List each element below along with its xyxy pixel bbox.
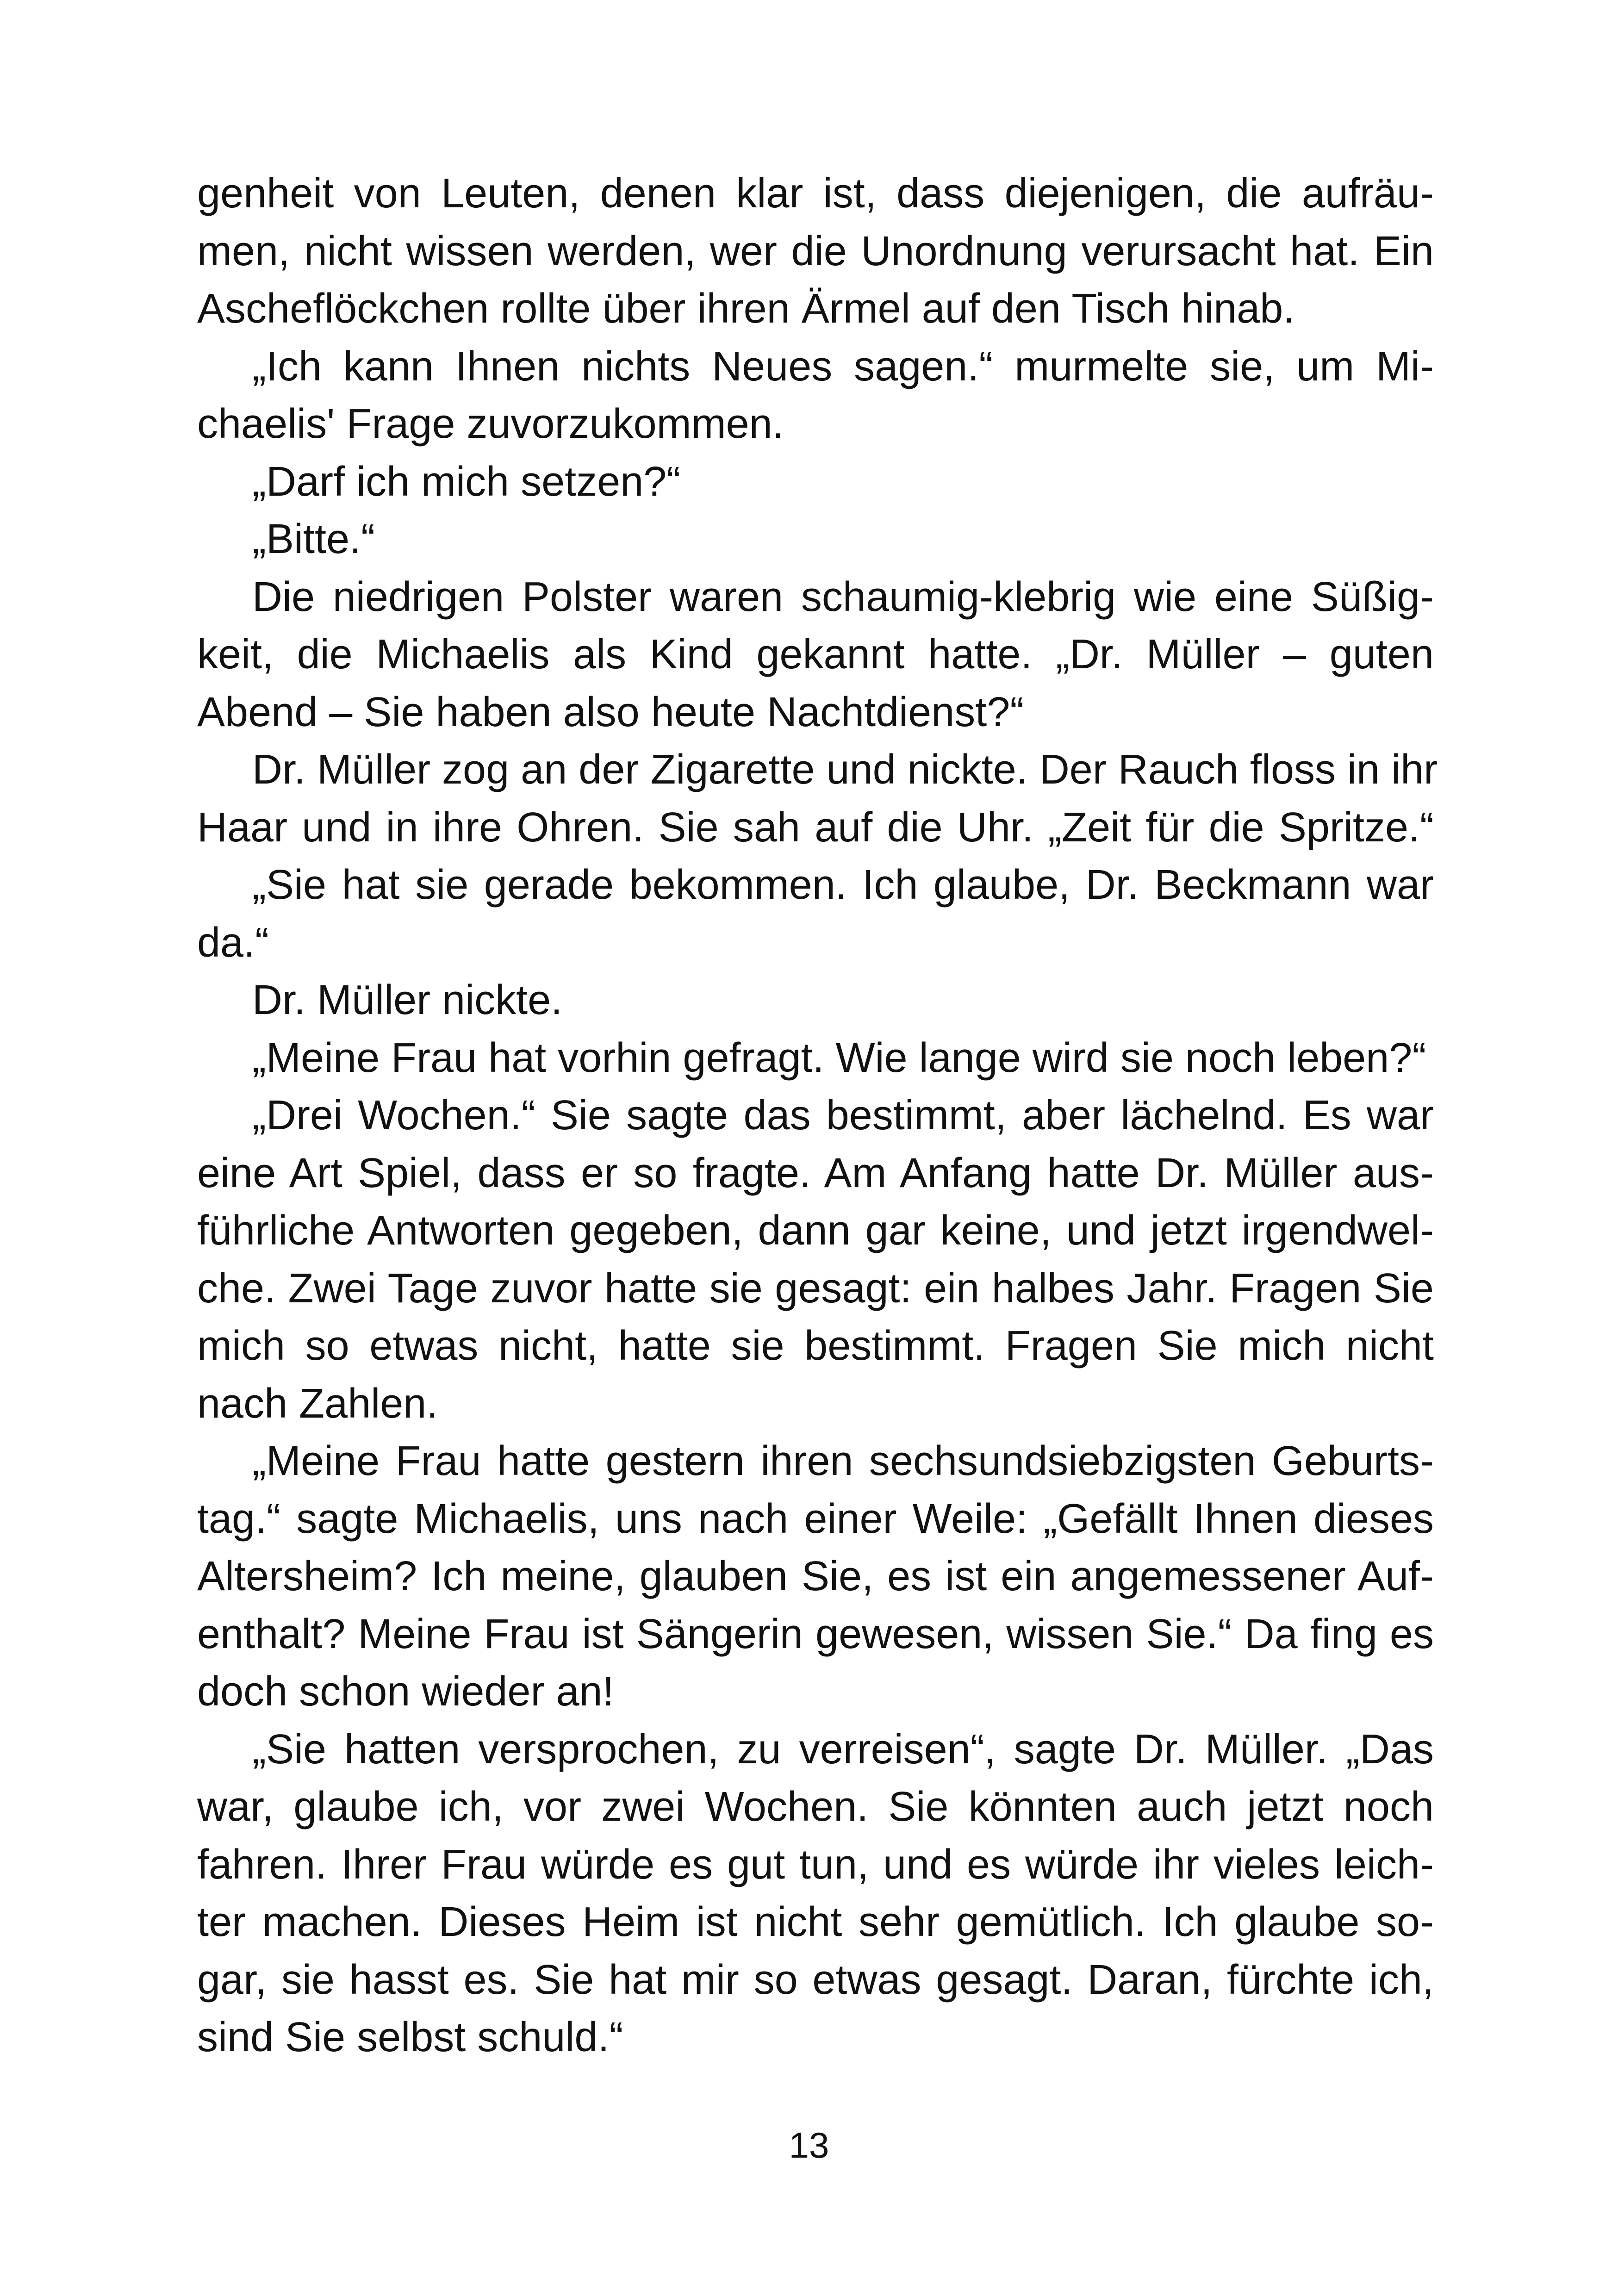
text-line: mich so etwas nicht, hatte sie bestimmt. Fragen Sie mich nicht	[197, 1323, 1434, 1369]
text-line: genheit von Leuten, denen klar ist, dass diejenigen, die aufräu-	[197, 170, 1434, 217]
page-number: 13	[789, 2125, 829, 2165]
text-line: ter machen. Dieses Heim ist nicht sehr gemütlich. Ich glaube so-	[197, 1899, 1434, 1945]
text-line: che. Zwei Tage zuvor hatte sie gesagt: ein halbes Jahr. Fragen Sie	[197, 1265, 1434, 1312]
text-line: „Meine Frau hatte gestern ihren sechsundsiebzigsten Geburts-	[252, 1438, 1434, 1484]
text-line: Haar und in ihre Ohren. Sie sah auf die Uhr. „Zeit für die Spritze.“	[197, 804, 1434, 851]
text-line: war, glaube ich, vor zwei Wochen. Sie könnten auch jetzt noch	[197, 1784, 1434, 1830]
text-line: Abend – Sie haben also heute Nachtdienst?“	[197, 689, 1024, 735]
text-line: „Darf ich mich setzen?“	[252, 458, 681, 505]
text-line: doch schon wieder an!	[197, 1668, 614, 1715]
text-line: „Drei Wochen.“ Sie sagte das bestimmt, aber lächelnd. Es war	[252, 1092, 1434, 1139]
text-line: tag.“ sagte Michaelis, uns nach einer Weile: „Gefällt Ihnen dieses	[197, 1495, 1434, 1542]
body-text	[197, 165, 1438, 2066]
text-line: sind Sie selbst schuld.“	[197, 2014, 623, 2060]
text-line: eine Art Spiel, dass er so fragte. Am Anfang hatte Dr. Müller aus-	[197, 1150, 1434, 1196]
text-line: chaelis' Frage zuvorzukommen.	[197, 401, 784, 447]
text-line: „Sie hat sie gerade bekommen. Ich glaube, Dr. Beckmann war	[252, 862, 1434, 908]
text-line: keit, die Michaelis als Kind gekannt hatte. „Dr. Müller – guten	[197, 631, 1434, 678]
text-line: da.“	[197, 919, 269, 966]
text-line: Dr. Müller zog an der Zigarette und nickte. Der Rauch floss in ihr	[252, 747, 1438, 793]
text-line: gar, sie hasst es. Sie hat mir so etwas gesagt. Daran, fürchte ich,	[197, 1956, 1434, 2003]
text-line: men, nicht wissen werden, wer die Unordnung verursacht hat. Ein	[197, 228, 1434, 274]
text-line: Altersheim? Ich meine, glauben Sie, es ist ein angemessener Auf-	[197, 1553, 1434, 1599]
text-line: Dr. Müller nickte.	[252, 977, 563, 1023]
text-line: Ascheflöckchen rollte über ihren Ärmel auf den Tisch hinab.	[197, 286, 1295, 332]
text-line: „Ich kann Ihnen nichts Neues sagen.“ murmelte sie, um Mi-	[252, 343, 1434, 390]
text-line: nach Zahlen.	[197, 1380, 438, 1427]
text-line: Die niedrigen Polster waren schaumig-klebrig wie eine Süßig-	[252, 573, 1434, 620]
text-line: fahren. Ihrer Frau würde es gut tun, und es würde ihr vieles leich-	[197, 1841, 1434, 1888]
text-line: „Sie hatten versprochen, zu verreisen“, sagte Dr. Müller. „Das	[252, 1726, 1434, 1773]
text-line: „Meine Frau hat vorhin gefragt. Wie lange wird sie noch leben?“	[252, 1034, 1426, 1081]
text-line: führliche Antworten gegeben, dann gar keine, und jetzt irgendwel-	[197, 1207, 1434, 1254]
text-line: enthalt? Meine Frau ist Sängerin gewesen, wissen Sie.“ Da fing es	[197, 1611, 1434, 1657]
text-line: „Bitte.“	[252, 516, 375, 562]
